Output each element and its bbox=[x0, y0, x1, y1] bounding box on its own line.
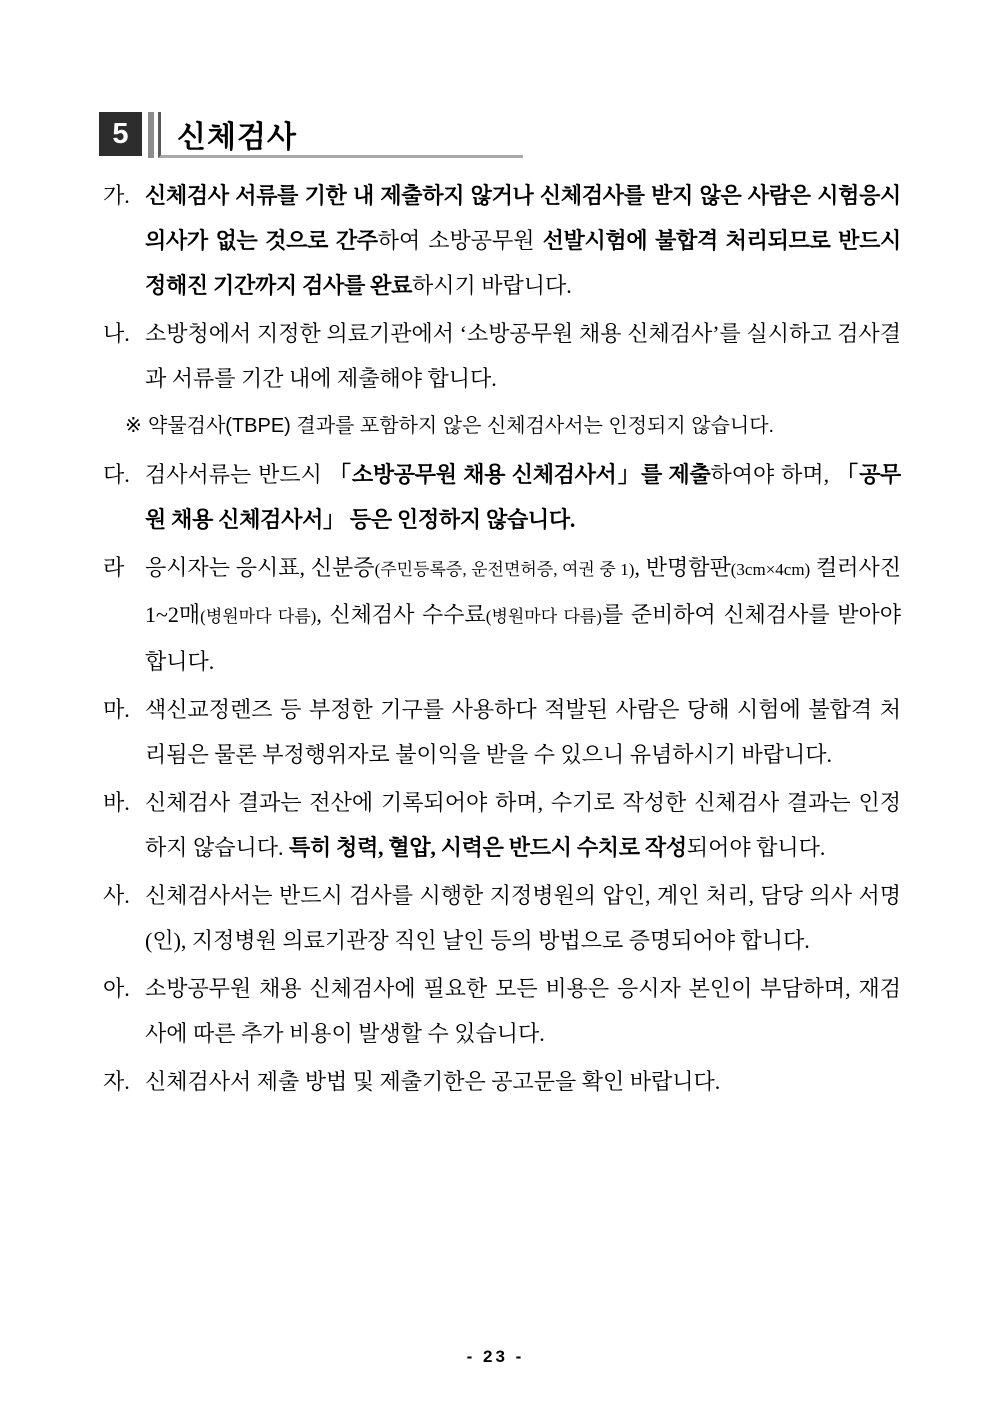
paragraph-ba bbox=[103, 780, 901, 870]
paragraph-sa bbox=[103, 873, 901, 963]
text-segment: , 신체검사 수수료 bbox=[316, 602, 486, 627]
paragraph-a bbox=[103, 966, 901, 1056]
paragraph-label: 마. bbox=[103, 697, 130, 722]
text-segment: 색신교정렌즈 등 부정한 기구를 사용하다 적발된 사람은 당해 시험에 불합격 처리됨은 물론 부정행위자로 불이익을 받을 수 있으니 유념하시기 바랍니다. bbox=[145, 697, 901, 767]
paragraph-da bbox=[103, 452, 901, 542]
text-segment: 하시기 바랍니다. bbox=[412, 273, 572, 298]
section-number-box: 5 bbox=[99, 112, 142, 156]
text-segment: 선발시험에 불합격 처리되므로 반드시 정해진 기간까지 검사를 완료 bbox=[145, 228, 902, 298]
paragraph-label: 라 bbox=[103, 555, 125, 580]
paragraph-label: 나. bbox=[103, 321, 130, 346]
text-segment: 특히 청력, 혈압, 시력은 반드시 수치로 작성 bbox=[289, 835, 687, 860]
text-segment: 를 준비하여 신체검사를 받아야 합니다. bbox=[145, 602, 901, 674]
paragraph-ma bbox=[103, 687, 901, 777]
text-segment: 하여야 하며, bbox=[710, 462, 836, 487]
paragraph-label: 사. bbox=[103, 883, 130, 908]
paragraph-ra bbox=[103, 545, 901, 684]
text-segment: 소방청에서 지정한 의료기관에서 ‘소방공무원 채용 신체검사’를 실시하고 검사결과 서류를 기간 내에 제출해야 합니다. bbox=[145, 321, 901, 391]
note-drug-test bbox=[103, 404, 901, 449]
text-segment: 검사서류는 반드시 bbox=[145, 462, 329, 487]
paragraph-ga bbox=[103, 173, 901, 308]
text-segment: 「공무원 채용 신체검사서」 등은 인정하지 않습니다. bbox=[145, 462, 901, 532]
document-body bbox=[103, 173, 901, 1107]
text-segment: 신체검사서 제출 방법 및 제출기한은 공고문을 확인 바랍니다. bbox=[145, 1069, 721, 1094]
section-title: 신체검사 bbox=[177, 120, 297, 154]
text-segment: 신체검사 서류를 기한 내 제출하지 않거나 신체검사를 받지 않은 사람은 시험응시 의사가 없는 것으로 간주 bbox=[145, 183, 901, 253]
paragraph-na bbox=[103, 311, 901, 401]
text-segment-small: (주민등록증, 운전면허증, 여권 중 1) bbox=[374, 560, 635, 579]
text-segment: 하여 소방공무원 bbox=[377, 228, 543, 253]
text-segment-small: (3cm×4cm) bbox=[730, 560, 811, 579]
paragraph-label: 자. bbox=[103, 1069, 130, 1094]
header-vertical-bar bbox=[148, 112, 154, 158]
text-segment: 되어야 합니다. bbox=[686, 835, 826, 860]
paragraph-label: 다. bbox=[103, 462, 130, 487]
note-text: 약물검사(TBPE) 결과를 포함하지 않은 신체검사서는 인정되지 않습니다. bbox=[148, 415, 775, 437]
text-segment-small: (병원마다 다름) bbox=[485, 607, 602, 626]
paragraph-label: 가. bbox=[103, 183, 130, 208]
text-segment: 소방공무원 채용 신체검사에 필요한 모든 비용은 응시자 본인이 부담하며, 재검사에 따른 추가 비용이 발생할 수 있습니다. bbox=[145, 976, 901, 1046]
paragraph-label: 바. bbox=[103, 790, 130, 815]
text-segment: 「소방공무원 채용 신체검사서」를 제출 bbox=[328, 462, 711, 487]
page-number: - 23 - bbox=[466, 1347, 525, 1366]
text-segment: 신체검사서는 반드시 검사를 시행한 지정병원의 압인, 계인 처리, 담당 의사 서명(인), 지정병원 의료기관장 직인 날인 등의 방법으로 증명되어야 합니다. bbox=[145, 883, 901, 953]
text-segment: 신체검사 결과는 전산에 기록되어야 하며, 수기로 작성한 신체검사 결과는 인정하지 않습니다. bbox=[145, 790, 901, 860]
text-segment: 컬러사진 1~2매 bbox=[145, 555, 901, 627]
paragraph-label: 아. bbox=[103, 976, 130, 1001]
section-title-box bbox=[158, 112, 523, 158]
text-segment: , 반명함판 bbox=[634, 555, 731, 580]
section-header bbox=[99, 112, 523, 158]
text-segment: 응시자는 응시표, 신분증 bbox=[145, 555, 375, 580]
note-marker: ※ bbox=[125, 415, 142, 437]
paragraph-ja bbox=[103, 1059, 901, 1104]
text-segment-small: (병원마다 다름) bbox=[200, 607, 317, 626]
